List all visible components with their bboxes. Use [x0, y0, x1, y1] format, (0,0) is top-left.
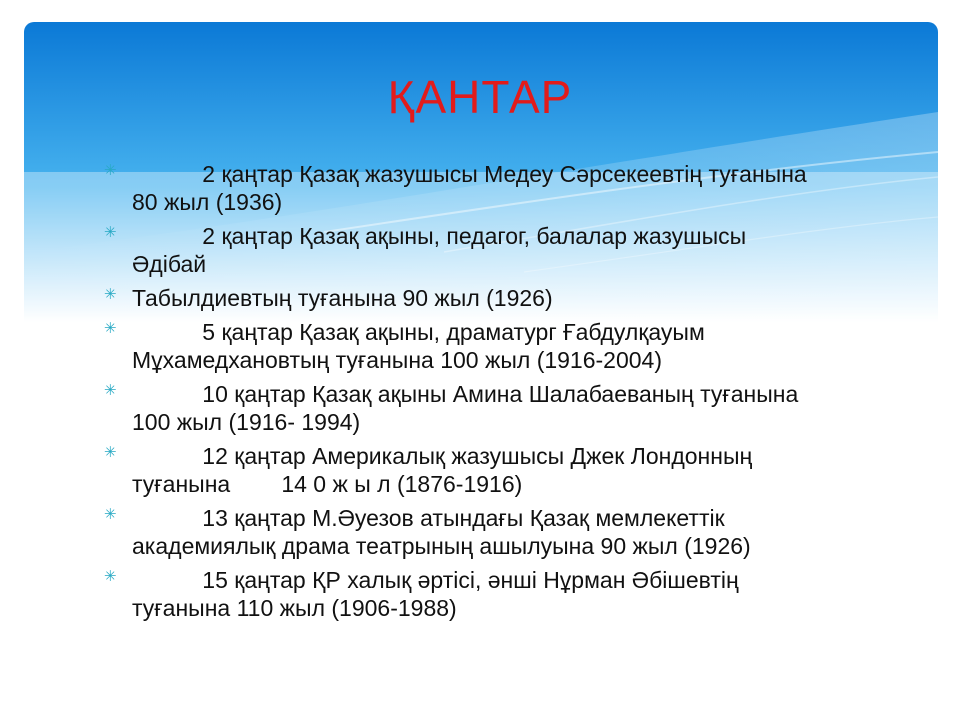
snowflake-asterisk-icon: ✳: [104, 444, 117, 461]
snowflake-asterisk-icon: ✳: [104, 568, 117, 585]
list-item-line2: Әдібай: [132, 251, 207, 277]
list-item-line1: 13 қаңтар М.Әуезов атындағы Қазақ мемлекеттік: [132, 505, 725, 531]
list-item: [98, 160, 858, 216]
snowflake-asterisk-icon: ✳: [104, 320, 117, 337]
list-item-line2: туғанына 14 0 ж ы л (1876-1916): [132, 471, 523, 497]
list-item-line1: 5 қаңтар Қазақ ақыны, драматург Ғабдулқауым: [132, 319, 705, 345]
slide-title: ҚАНТАР: [387, 71, 573, 123]
list-item-line1: 12 қаңтар Америкалық жазушысы Джек Лондонның: [132, 443, 753, 469]
list-item-line1: 15 қаңтар ҚР халық әртісі, әнші Нұрман Әбішевтің: [132, 567, 739, 593]
list-item-line1: 2 қаңтар Қазақ ақыны, педагог, балалар жазушысы: [132, 223, 747, 249]
list-item-line1: 2 қаңтар Қазақ жазушысы Медеу Сәрсекеевтің туғанына: [132, 161, 807, 187]
event-list: [98, 160, 858, 628]
list-item: [98, 504, 858, 560]
list-item-line1: Табылдиевтың туғанына 90 жыл (1926): [132, 285, 553, 311]
list-item-line2: Мұхамедхановтың туғанына 100 жыл (1916-2004): [132, 347, 662, 373]
list-item-line2: академиялық драма театрының ашылуына 90 жыл (1926): [132, 533, 751, 559]
snowflake-asterisk-icon: ✳: [104, 506, 117, 523]
list-item: [98, 318, 858, 374]
list-item-line2: туғанына 110 жыл (1906-1988): [132, 595, 457, 621]
list-item-line2: 100 жыл (1916- 1994): [132, 409, 361, 435]
list-item: [98, 566, 858, 622]
list-item-line2: 80 жыл (1936): [132, 189, 283, 215]
list-item-line1: 10 қаңтар Қазақ ақыны Амина Шалабаеваның туғанына: [132, 381, 799, 407]
snowflake-asterisk-icon: ✳: [104, 224, 117, 241]
list-item: [98, 380, 858, 436]
snowflake-asterisk-icon: ✳: [104, 286, 117, 303]
snowflake-asterisk-icon: ✳: [104, 382, 117, 399]
list-item: [98, 442, 858, 498]
snowflake-asterisk-icon: ✳: [104, 162, 117, 179]
list-item: [98, 222, 858, 278]
list-item: [98, 284, 858, 312]
